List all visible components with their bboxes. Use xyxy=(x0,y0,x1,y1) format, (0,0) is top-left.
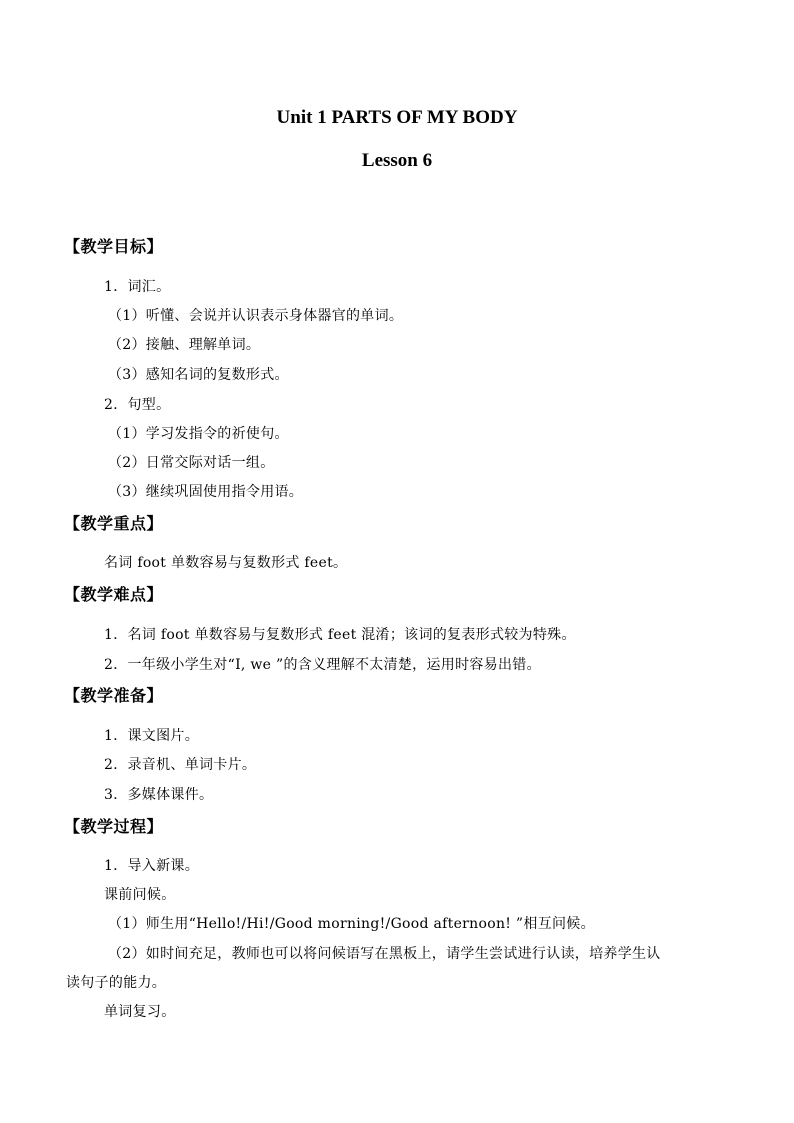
section-heading-process: 【教学过程】 xyxy=(64,817,164,836)
section-heading-goals: 【教学目标】 xyxy=(64,237,164,256)
section-heading-difficulties: 【教学难点】 xyxy=(64,585,164,604)
preparation-line: 1．课文图片。 xyxy=(104,728,200,744)
key-points-line: 名词 foot 单数容易与复数形式 feet。 xyxy=(104,555,348,571)
difficulties-line: 2．一年级小学生对“I, we ”的含义理解不太清楚，运用时容易出错。 xyxy=(104,657,541,673)
section-heading-key-points: 【教学重点】 xyxy=(64,514,164,533)
process-line: 1．导入新课。 xyxy=(104,858,200,874)
lesson-subtitle: Lesson 6 xyxy=(361,150,433,171)
process-line: （1）师生用“Hello!/Hi!/Good morning!/Good afternoon! ”相互问候。 xyxy=(108,916,595,932)
goals-line: （2）日常交际对话一组。 xyxy=(108,455,275,471)
goals-line: 2．句型。 xyxy=(104,397,171,413)
difficulties-line: 1．名词 foot 单数容易与复数形式 feet 混淆；该词的复表形式较为特殊。 xyxy=(104,627,576,643)
preparation-line: 3．多媒体课件。 xyxy=(104,787,214,803)
goals-line: （2）接触、理解单词。 xyxy=(108,337,261,353)
document-title: Unit 1 PARTS OF MY BODY xyxy=(276,107,518,128)
preparation-line: 2．录音机、单词卡片。 xyxy=(104,757,257,773)
process-line: 课前问候。 xyxy=(104,887,176,903)
section-heading-preparation: 【教学准备】 xyxy=(64,686,164,705)
goals-line: 1．词汇。 xyxy=(104,279,171,295)
goals-line: （1）听懂、会说并认识表示身体器官的单词。 xyxy=(108,308,404,324)
process-line: 读句子的能力。 xyxy=(66,975,167,991)
goals-line: （1）学习发指令的祈使句。 xyxy=(108,426,289,442)
goals-line: （3）感知名词的复数形式。 xyxy=(108,367,289,383)
process-line: （2）如时间充足，教师也可以将问候语写在黑板上，请学生尝试进行认读，培养学生认 xyxy=(108,946,661,962)
goals-line: （3）继续巩固使用指令用语。 xyxy=(108,484,304,500)
process-line: 单词复习。 xyxy=(104,1004,176,1020)
